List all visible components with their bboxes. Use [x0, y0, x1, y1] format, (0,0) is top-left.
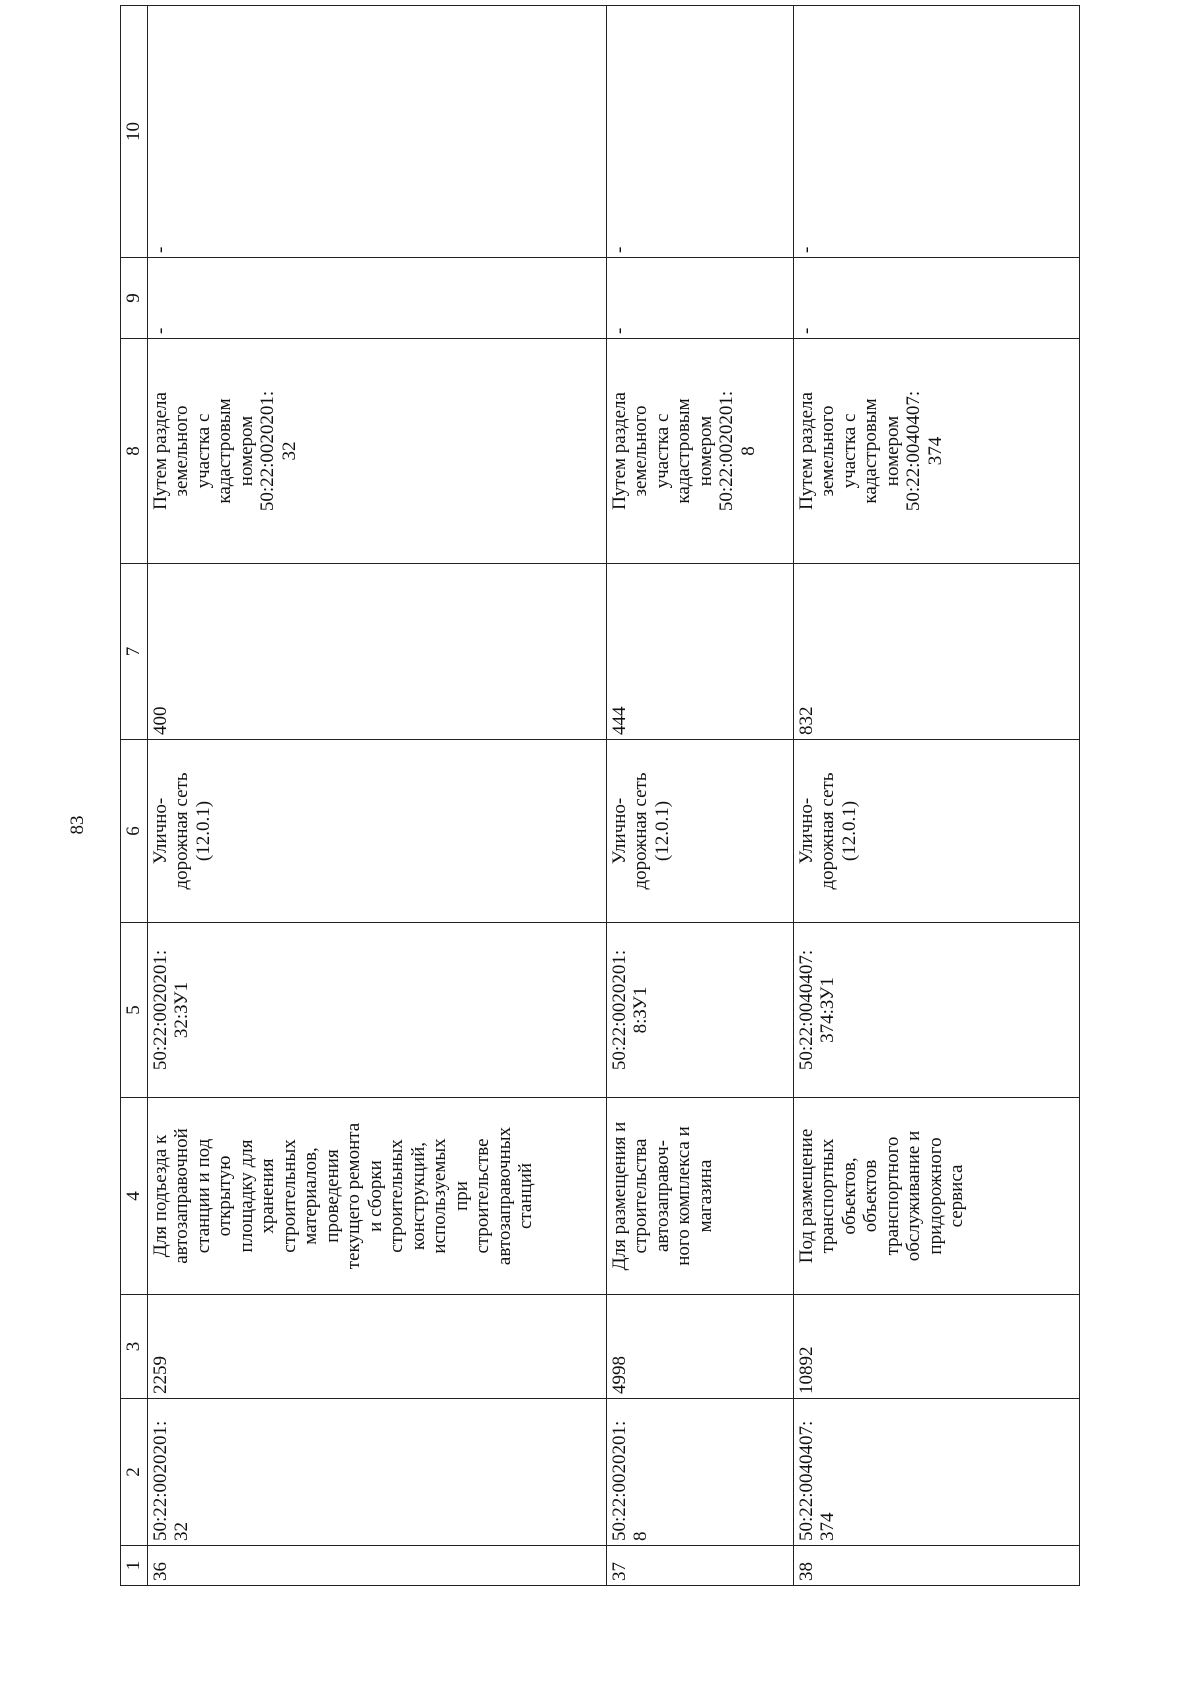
column-header: 2: [121, 1399, 148, 1546]
page-number: 83: [67, 815, 88, 835]
land-plots-table: [120, 5, 1080, 1586]
header-row: [121, 6, 148, 1586]
use-type-cell: Улично- дорожная сеть (12.0.1): [148, 740, 607, 923]
area-cell: 2259: [148, 1295, 607, 1399]
cadastral-number-cell: 50:22:0020201: 8: [607, 1399, 794, 1546]
permitted-use-cell: Для размещения и строительства автозаправоч- ного комплекса и магазина: [607, 1098, 794, 1295]
formation-method-cell: Путем раздела земельного участка с кадастровым номером 50:22:0020201: 32: [148, 339, 607, 564]
col10-cell: -: [148, 6, 607, 258]
permitted-use-cell: Под размещение транспортных объектов, объектов транспортного обслуживание и придорожного сервиса: [794, 1098, 1080, 1295]
row-number-cell: 38: [794, 1546, 1080, 1586]
column-header: 7: [121, 564, 148, 740]
column-header: 10: [121, 6, 148, 258]
new-area-cell: 832: [794, 564, 1080, 740]
col9-cell: -: [148, 258, 607, 339]
table-row: [148, 6, 607, 1586]
row-number-cell: 36: [148, 1546, 607, 1586]
new-plot-number-cell: 50:22:0020201: 32:ЗУ1: [148, 923, 607, 1098]
column-header: 6: [121, 740, 148, 923]
use-type-cell: Улично- дорожная сеть (12.0.1): [607, 740, 794, 923]
column-header: 1: [121, 1546, 148, 1586]
row-number-cell: 37: [607, 1546, 794, 1586]
cadastral-number-cell: 50:22:0020201: 32: [148, 1399, 607, 1546]
rotated-table: [120, 46, 1080, 1586]
permitted-use-cell: Для подъезда к автозаправочной станции и под открытую площадку для хранения строительных материалов, проведения текущего ремонта и сборки строительных конструкций, используемых при строительстве автозаправочных станций: [148, 1098, 607, 1295]
use-type-cell: Улично- дорожная сеть (12.0.1): [794, 740, 1080, 923]
new-plot-number-cell: 50:22:0020201: 8:ЗУ1: [607, 923, 794, 1098]
col9-cell: -: [794, 258, 1080, 339]
formation-method-cell: Путем раздела земельного участка с кадастровым номером 50:22:0020201: 8: [607, 339, 794, 564]
area-cell: 10892: [794, 1295, 1080, 1399]
table-container: [120, 46, 1080, 1586]
column-header: 4: [121, 1098, 148, 1295]
col10-cell: -: [607, 6, 794, 258]
new-plot-number-cell: 50:22:0040407: 374:ЗУ1: [794, 923, 1080, 1098]
table-row: [794, 6, 1080, 1586]
column-header: 5: [121, 923, 148, 1098]
col9-cell: -: [607, 258, 794, 339]
formation-method-cell: Путем раздела земельного участка с кадастровым номером 50:22:0040407: 374: [794, 339, 1080, 564]
new-area-cell: 444: [607, 564, 794, 740]
table-row: [607, 6, 794, 1586]
cadastral-number-cell: 50:22:0040407: 374: [794, 1399, 1080, 1546]
column-header: 8: [121, 339, 148, 564]
col10-cell: -: [794, 6, 1080, 258]
column-header: 9: [121, 258, 148, 339]
column-header: 3: [121, 1295, 148, 1399]
new-area-cell: 400: [148, 564, 607, 740]
area-cell: 4998: [607, 1295, 794, 1399]
